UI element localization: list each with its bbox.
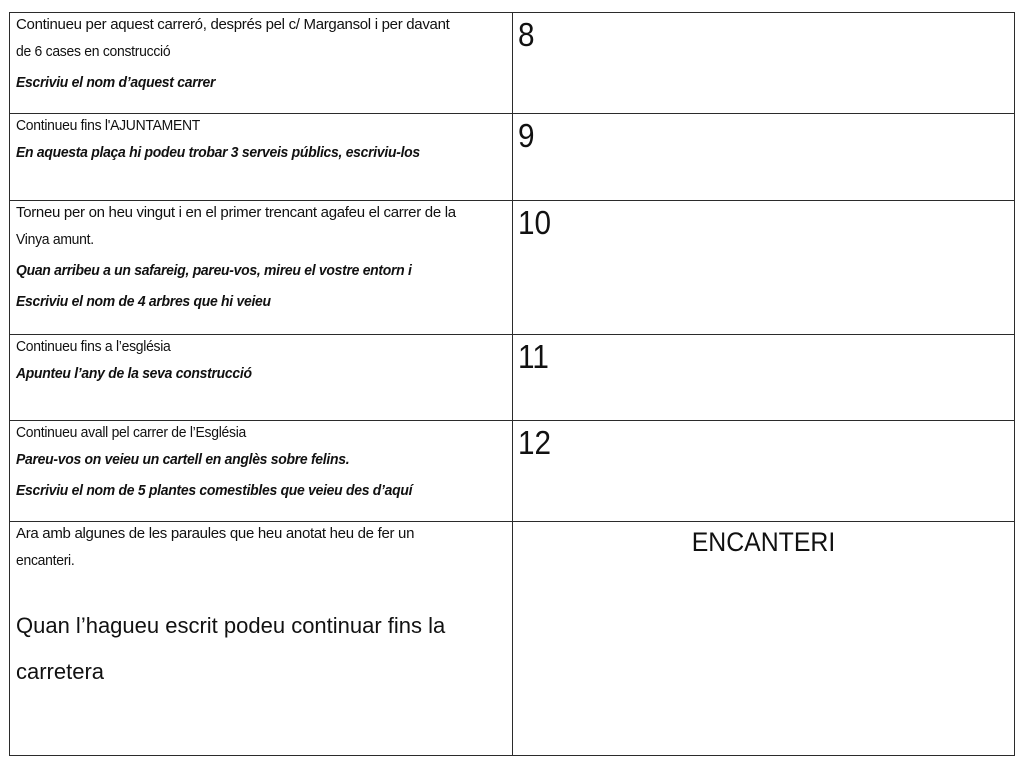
spell-answer-cell[interactable] [513, 522, 1014, 755]
step-text-line: Continueu per aquest carreró, després pel c/ Margansol i per davant [16, 16, 450, 33]
step-task-line: Escriviu el nom de 5 plantes comestibles que veieu des d’aquí [16, 482, 413, 499]
step-answer-cell[interactable] [513, 421, 1014, 521]
step-text-line: Continueu fins a l’església [16, 338, 171, 355]
step-answer-cell[interactable] [513, 201, 1014, 334]
step-text-line: de 6 cases en construcció [16, 43, 171, 60]
step-number: 8 [518, 16, 535, 53]
step-instructions-cell [10, 201, 513, 334]
step-row-9 [10, 113, 1014, 200]
spell-text-line: Ara amb algunes de les paraules que heu anotat heu de fer un [16, 525, 415, 542]
step-text-line: Continueu fins l'AJUNTAMENT [16, 117, 201, 134]
step-number: 10 [518, 204, 552, 241]
step-answer-cell[interactable] [513, 335, 1014, 420]
step-number: 12 [518, 424, 552, 461]
worksheet-table [9, 12, 1015, 756]
step-number: 11 [518, 338, 549, 375]
step-text-line: Continueu avall pel carrer de l’Església [16, 424, 247, 441]
continue-instruction-line: Quan l’hagueu escrit podeu continuar fins la [16, 613, 446, 638]
step-answer-cell[interactable] [513, 114, 1014, 200]
spell-heading: ENCANTERI [691, 527, 836, 557]
step-instructions-cell [10, 335, 513, 420]
step-row-12 [10, 420, 1014, 521]
step-row-11 [10, 334, 1014, 420]
spell-instructions-cell [10, 522, 513, 755]
spacer [16, 576, 508, 600]
step-answer-cell[interactable] [513, 13, 1014, 113]
continue-instruction-line: carretera [16, 659, 105, 684]
step-task-line: Apunteu l’any de la seva construcció [16, 365, 252, 382]
step-task-line: Quan arribeu a un safareig, pareu-vos, mireu el vostre entorn i [16, 262, 412, 279]
step-instructions-cell [10, 13, 513, 113]
spell-text-line: encanteri. [16, 552, 75, 569]
step-text-line: Torneu per on heu vingut i en el primer trencant agafeu el carrer de la [16, 204, 456, 221]
step-row-8 [10, 13, 1014, 113]
step-instructions-cell [10, 114, 513, 200]
step-instructions-cell [10, 421, 513, 521]
step-task-line: Escriviu el nom d’aquest carrer [16, 74, 216, 91]
spell-row [10, 521, 1014, 755]
step-task-line: Escriviu el nom de 4 arbres que hi veieu [16, 293, 271, 310]
step-row-10 [10, 200, 1014, 334]
step-task-line: En aquesta plaça hi podeu trobar 3 serveis públics, escriviu-los [16, 144, 420, 161]
step-number: 9 [518, 117, 535, 154]
step-text-line: Vinya amunt. [16, 231, 94, 248]
step-task-line: Pareu-vos on veieu un cartell en anglès sobre felins. [16, 451, 350, 468]
